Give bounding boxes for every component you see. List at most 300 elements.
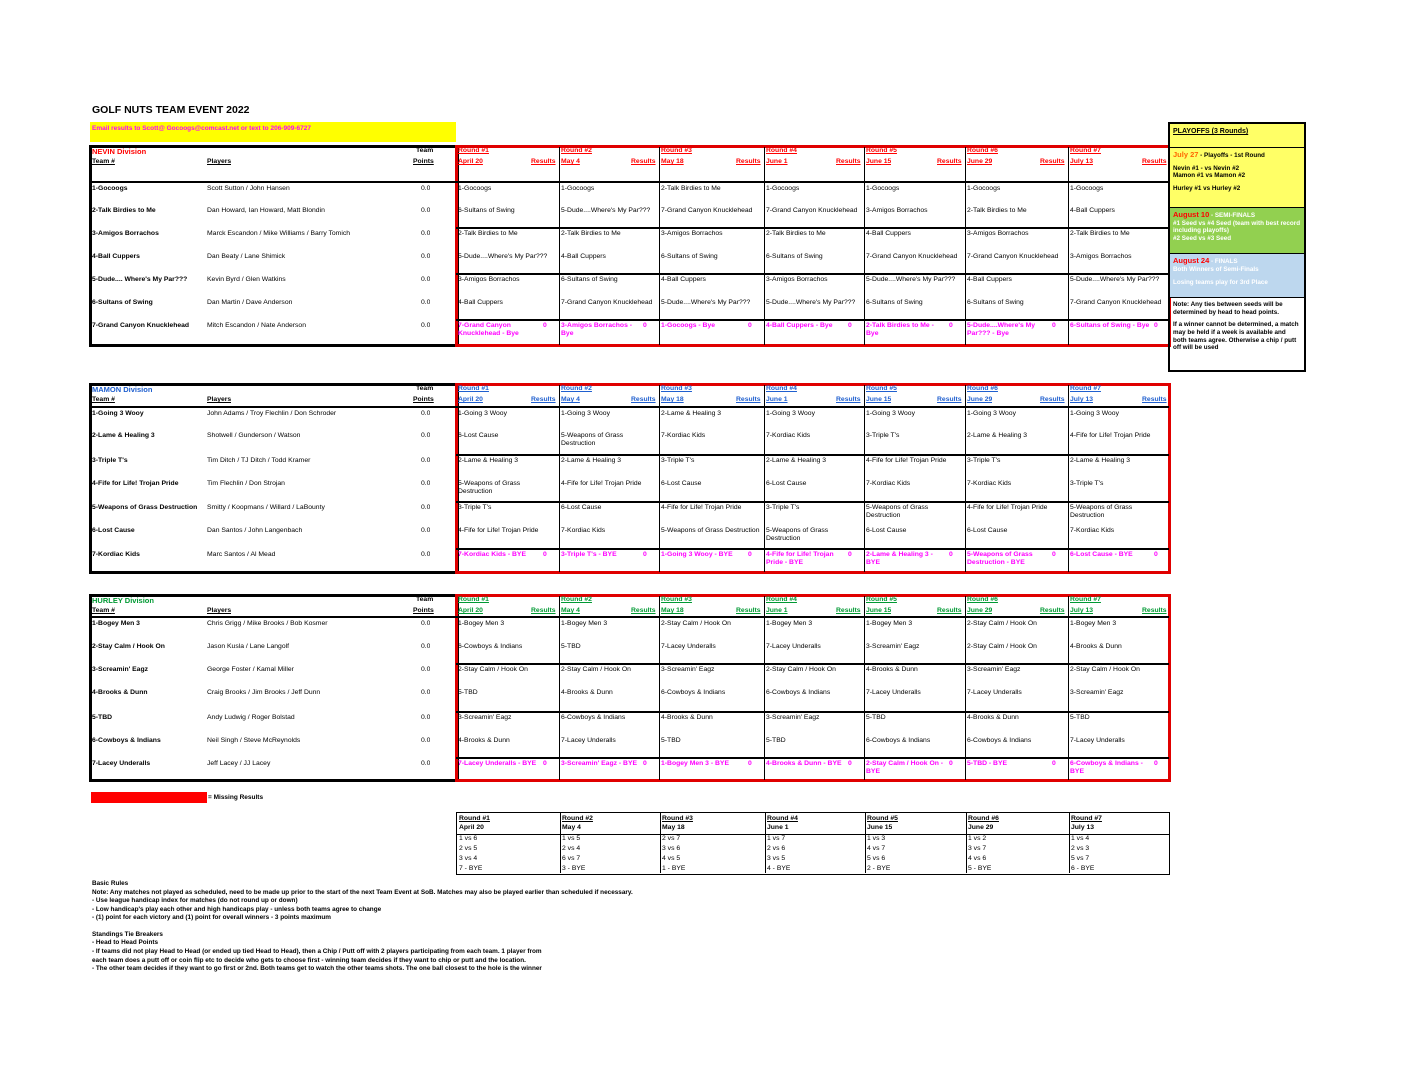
matchup-cell: 2-Stay Calm / Hook On: [766, 666, 836, 673]
matchup-cell: 4-Fife for Life! Trojan Pride: [561, 480, 642, 487]
team-name: 6-Sultans of Swing: [92, 299, 153, 306]
matchup-cell: 6-Lost Cause: [458, 432, 499, 439]
matchup-cell: 5-TBD: [1070, 714, 1090, 721]
matchup-cell: 5-Weapons of Grass Destruction: [1070, 504, 1133, 520]
matchup-cell: 3-Triple T's: [967, 457, 1001, 464]
matchup-cell: 2-Lame & Healing 3: [661, 410, 722, 417]
team-points: 0.0: [421, 457, 431, 464]
matchup-cell: 3-Triple T's: [866, 432, 900, 439]
column-divider: [559, 385, 560, 572]
missing-results-swatch: [91, 792, 207, 803]
matchup-cell: 3-Amigos Borrachos: [661, 230, 723, 237]
matchup-cell: 7-Grand Canyon Knucklehead: [967, 253, 1059, 260]
matchup-cell: 2-Lame & Healing 3: [1070, 457, 1131, 464]
team-header: Team #: [92, 607, 115, 614]
bye-score: 0: [543, 760, 547, 767]
bye-score: 0: [949, 551, 953, 558]
matchup-rule: [456, 663, 1169, 665]
matchup-cell: 2-Talk Birdies to Me: [561, 230, 621, 237]
matchup-cell: 1-Bogey Men 3: [458, 620, 505, 627]
team-points-header: Team: [416, 385, 434, 392]
team-points: 0.0: [421, 230, 431, 237]
round-date: June 15: [866, 158, 892, 165]
team-points: 0.0: [421, 276, 431, 283]
f-line-1: Both Winners of Semi-Finals: [1173, 265, 1259, 273]
schedule-date: May 18: [662, 824, 685, 831]
matchup-cell: 2-Talk Birdies to Me: [458, 230, 518, 237]
bye-score: 0: [848, 322, 852, 329]
schedule-divider: [660, 813, 661, 873]
team-points: 0.0: [421, 253, 431, 260]
schedule-round: Round #6: [968, 815, 999, 822]
matchup-cell: 5-Dude....Where's My Par???: [661, 299, 751, 306]
round-date: June 29: [967, 158, 993, 165]
results-header: Results: [937, 396, 962, 403]
matchup-cell: 7-Grand Canyon Knucklehead: [1070, 299, 1162, 306]
team-players: Shotwell / Gunderson / Watson: [207, 432, 301, 439]
schedule-matchup: 6 - BYE: [1071, 865, 1095, 872]
team-points: 0.0: [421, 760, 431, 767]
team-name: 4-Ball Cuppers: [92, 253, 140, 260]
round-label: Round #3: [661, 596, 692, 603]
note-line: - Use league handicap index for matches (do not round up or down): [92, 897, 298, 905]
round-date: June 1: [766, 158, 788, 165]
matchup-cell: 3-Amigos Borrachos: [967, 230, 1029, 237]
column-divider: [965, 147, 966, 345]
round-label: Round #2: [561, 147, 592, 154]
team-points: 0.0: [421, 527, 431, 534]
matchup-cell: 6-Cowboys & Indians: [561, 714, 626, 721]
team-name: 7-Grand Canyon Knucklehead: [92, 322, 190, 329]
matchup-cell: 2-Talk Birdies to Me: [766, 230, 826, 237]
matchup-cell: 4-Brooks & Dunn: [661, 714, 713, 721]
schedule-matchup: 5 - BYE: [968, 865, 992, 872]
matchup-cell: 5-Weapons of Grass Destruction: [661, 527, 760, 534]
team-name: 4-Fife for Life! Trojan Pride: [92, 480, 179, 487]
matchup-cell: 5-TBD: [766, 737, 786, 744]
matchup-cell: 1-Going 3 Wooy: [866, 410, 915, 417]
note-line: - Low handicap's play each other and high handicaps play - unless both teams agree to change: [92, 905, 382, 913]
results-header: Results: [1040, 158, 1065, 165]
team-points: 0.0: [421, 551, 431, 558]
matchup-cell: 5-TBD: [561, 643, 581, 650]
team-players: Scott Sutton / John Hansen: [207, 185, 290, 192]
team-players: Craig Brooks / Jim Brooks / Jeff Dunn: [207, 689, 321, 696]
page-title: GOLF NUTS TEAM EVENT 2022: [92, 104, 250, 116]
matchup-cell: 5-Dude....Where's My Par???: [766, 299, 856, 306]
matchup-cell: 6-Sultans of Swing: [866, 299, 923, 306]
matchup-cell: 6-Cowboys & Indians: [661, 689, 726, 696]
schedule-matchup: 2 vs 3: [1071, 845, 1090, 852]
team-name: 3-Triple T's: [92, 457, 128, 464]
matchup-cell: 1-Gocoogs: [458, 185, 492, 192]
matchup-cell: 6-Sultans of Swing: [561, 276, 618, 283]
team-name: 7-Kordiac Kids: [92, 551, 140, 558]
matchup-cell: 5-Weapons of Grass Destruction: [766, 527, 829, 543]
schedule-date: June 1: [767, 824, 789, 831]
bye-cell: 3-Amigos Borrachos - Bye: [561, 322, 633, 338]
results-header: Results: [531, 607, 556, 614]
matchup-cell: 6-Lost Cause: [661, 480, 702, 487]
team-name: 6-Cowboys & Indians: [92, 737, 161, 744]
matchup-cell: 2-Talk Birdies to Me: [967, 207, 1027, 214]
rules-notes: [92, 880, 712, 974]
matchup-cell: 1-Bogey Men 3: [866, 620, 913, 627]
team-header: Team #: [92, 396, 115, 403]
team-name: 5-Weapons of Grass Destruction: [92, 504, 198, 511]
schedule-divider: [765, 813, 766, 873]
team-name: 7-Lacey Underalls: [92, 760, 151, 767]
bye-cell: 5-Dude....Where's My Par??? - Bye: [967, 322, 1036, 338]
team-players: Dan Martin / Dave Anderson: [207, 299, 293, 306]
matchup-cell: 6-Cowboys & Indians: [458, 643, 523, 650]
schedule-date: June 15: [867, 824, 893, 831]
team-players: Kevin Byrd / Glen Watkins: [207, 276, 286, 283]
matchup-cell: 3-Triple T's: [1070, 480, 1104, 487]
column-divider: [965, 596, 966, 780]
matchup-cell: 4-Ball Cuppers: [561, 253, 606, 260]
schedule-matchup: 3 vs 7: [968, 845, 987, 852]
matchup-cell: 6-Sultans of Swing: [967, 299, 1024, 306]
bye-cell: 1-Gocoogs - Bye: [661, 322, 716, 329]
schedule-divider: [560, 813, 561, 873]
matchup-cell: 4-Ball Cuppers: [661, 276, 706, 283]
matchup-cell: 5-Dude....Where's My Par???: [1070, 276, 1160, 283]
matchup-cell: 4-Fife for Life! Trojan Pride: [661, 504, 742, 511]
column-divider: [864, 385, 865, 572]
team-name: 1-Going 3 Wooy: [92, 410, 144, 417]
bye-cell: 2-Talk Birdies to Me - Bye: [866, 322, 934, 338]
team-players: Jason Kusla / Lane Langolf: [207, 643, 290, 650]
results-header: Results: [836, 607, 861, 614]
matchup-cell: 4-Fife for Life! Trojan Pride: [866, 457, 947, 464]
bye-score: 0: [1052, 760, 1056, 767]
round-label: Round #1: [458, 385, 489, 392]
column-divider: [764, 596, 765, 780]
note-line: Basic Rules: [92, 880, 129, 887]
matchup-cell: 7-Lacey Underalls: [661, 643, 716, 650]
round-label: Round #5: [866, 385, 897, 392]
matchup-cell: 7-Lacey Underalls: [967, 689, 1022, 696]
matchup-cell: 5-TBD: [458, 689, 478, 696]
schedule-round: Round #7: [1071, 815, 1102, 822]
r1-desc: - Playoffs - 1st Round: [1198, 152, 1265, 159]
matchup-cell: 4-Fife for Life! Trojan Pride: [967, 504, 1048, 511]
matchup-rule: [456, 757, 1169, 759]
schedule-round: Round #2: [562, 815, 593, 822]
matchup-cell: 7-Grand Canyon Knucklehead: [766, 207, 858, 214]
round-label: Round #7: [1070, 596, 1101, 603]
matchup-cell: 4-Brooks & Dunn: [1070, 643, 1122, 650]
matchup-cell: 4-Fife for Life! Trojan Pride: [458, 527, 539, 534]
round-date: July 13: [1070, 607, 1094, 614]
team-players: Dan Beaty / Lane Shimick: [207, 253, 286, 260]
matchup-cell: 7-Grand Canyon Knucklehead: [561, 299, 653, 306]
matchup-rule: [456, 711, 1169, 713]
results-header: Results: [1142, 607, 1167, 614]
team-players: Smitty / Koopmans / Willard / LaBounty: [207, 504, 325, 511]
schedule-matchup: 1 vs 5: [562, 835, 581, 842]
bye-score: 0: [1052, 322, 1056, 329]
bye-cell: 1-Going 3 Wooy - BYE: [661, 551, 733, 558]
matchup-cell: 1-Gocoogs: [866, 185, 900, 192]
matchup-cell: 4-Ball Cuppers: [967, 276, 1012, 283]
column-divider: [559, 596, 560, 780]
results-header: Results: [937, 607, 962, 614]
team-name: 2-Lame & Healing 3: [92, 432, 155, 439]
bye-score: 0: [848, 760, 852, 767]
team-points: 0.0: [421, 737, 431, 744]
playoffs-finals: [1170, 254, 1304, 298]
schedule-matchup: 1 - BYE: [662, 865, 686, 872]
matchup-cell: 1-Gocoogs: [1070, 185, 1104, 192]
schedule-matchup: 2 - BYE: [867, 865, 891, 872]
bye-score: 0: [543, 551, 547, 558]
bye-cell: 2-Stay Calm / Hook On - BYE: [866, 760, 944, 776]
r1-date: July 27: [1173, 150, 1199, 159]
matchup-cell: 5-Weapons of Grass Destruction: [458, 480, 521, 496]
round-label: Round #4: [766, 147, 797, 154]
schedule-date: June 29: [968, 824, 994, 831]
round-date: May 18: [661, 158, 684, 165]
team-players: Dan Santos / John Langenbach: [207, 527, 303, 534]
matchup-cell: 2-Stay Calm / Hook On: [967, 620, 1037, 627]
r1-line-2: Mamon #1 vs Mamon #2: [1173, 172, 1246, 180]
sf-date: August 10: [1173, 210, 1210, 219]
matchup-cell: 2-Talk Birdies to Me: [1070, 230, 1130, 237]
matchup-cell: 6-Sultans of Swing: [766, 253, 823, 260]
team-points: 0.0: [421, 207, 431, 214]
schedule-matchup: 5 vs 7: [1071, 855, 1090, 862]
note-line: Standings Tie Breakers: [92, 930, 163, 938]
team-name: 5-TBD: [92, 714, 113, 721]
team-players: Chris Grigg / Mike Brooks / Bob Kosmer: [207, 620, 328, 627]
note-line: [92, 923, 712, 931]
team-points: 0.0: [421, 689, 431, 696]
f-line-2: Losing teams play for 3rd Place: [1173, 279, 1268, 287]
schedule-divider: [1069, 813, 1070, 873]
matchup-cell: 5-Dude....Where's My Par???: [561, 207, 651, 214]
bye-score: 0: [643, 322, 647, 329]
matchup-cell: 2-Lame & Healing 3: [458, 457, 519, 464]
matchup-cell: 4-Brooks & Dunn: [967, 714, 1019, 721]
bye-cell: 7-Grand Canyon Knucklehead - Bye: [458, 322, 519, 338]
matchup-cell: 6-Cowboys & Indians: [967, 737, 1032, 744]
bye-cell: 3-Triple T's - BYE: [561, 551, 617, 558]
matchup-cell: 7-Kordiac Kids: [661, 432, 706, 439]
schedule-round: Round #3: [662, 815, 693, 822]
results-header: Results: [736, 158, 761, 165]
team-points-header: Team: [416, 596, 434, 603]
bye-score: 0: [748, 322, 752, 329]
team-name: 3-Amigos Borrachos: [92, 230, 159, 237]
bye-cell: 5-TBD - BYE: [967, 760, 1008, 767]
schedule-date: July 13: [1071, 824, 1095, 831]
matchup-cell: 6-Lost Cause: [967, 527, 1008, 534]
bye-score: 0: [1052, 551, 1056, 558]
column-divider: [559, 147, 560, 345]
division-left-box: [89, 145, 459, 347]
column-divider: [1068, 596, 1069, 780]
players-header: Players: [207, 396, 232, 403]
schedule-divider: [966, 813, 967, 873]
round-label: Round #4: [766, 596, 797, 603]
division-title: HURLEY Division: [92, 596, 154, 605]
note-line: - Head to Head Points: [92, 939, 159, 947]
round-label: Round #1: [458, 596, 489, 603]
matchup-cell: 2-Stay Calm / Hook On: [458, 666, 528, 673]
schedule-summary: [456, 812, 1170, 875]
matchup-cell: 5-TBD: [661, 737, 681, 744]
results-header: Results: [736, 607, 761, 614]
playoffs-semis: [1170, 208, 1304, 254]
matchup-cell: 3-Amigos Borrachos: [1070, 253, 1132, 260]
team-players: George Foster / Kamal Miller: [207, 666, 294, 673]
team-points: 0.0: [421, 432, 431, 439]
schedule-matchup: 4 vs 5: [662, 855, 681, 862]
round-label: Round #6: [967, 385, 998, 392]
round-label: Round #6: [967, 147, 998, 154]
round-date: May 18: [661, 396, 684, 403]
bye-cell: 3-Screamin' Eagz - BYE: [561, 760, 638, 767]
players-header: Players: [207, 158, 232, 165]
results-header: Results: [531, 158, 556, 165]
round-label: Round #2: [561, 596, 592, 603]
round-date: June 1: [766, 607, 788, 614]
matchup-cell: 2-Lame & Healing 3: [766, 457, 827, 464]
bye-cell: 4-Brooks & Dunn - BYE: [766, 760, 842, 767]
matchup-cell: 4-Ball Cuppers: [458, 299, 503, 306]
matchup-rule: [456, 454, 1169, 456]
team-points: 0.0: [421, 322, 431, 329]
team-name: 1-Bogey Men 3: [92, 620, 140, 627]
note-line: - (1) point for each victory and (1) point for overall winners - 3 points maximum: [92, 914, 331, 922]
matchup-cell: 3-Screamin' Eagz: [866, 643, 920, 650]
matchup-cell: 3-Screamin' Eagz: [1070, 689, 1124, 696]
matchup-cell: 1-Gocoogs: [967, 185, 1001, 192]
results-header: Results: [631, 158, 656, 165]
team-points: 0.0: [421, 620, 431, 627]
matchup-cell: 3-Triple T's: [661, 457, 695, 464]
round-date: July 13: [1070, 396, 1094, 403]
matchup-cell: 7-Lacey Underalls: [866, 689, 921, 696]
results-header: Results: [937, 158, 962, 165]
matchup-cell: 3-Triple T's: [458, 504, 492, 511]
matchup-cell: 4-Brooks & Dunn: [866, 666, 918, 673]
bye-score: 0: [643, 760, 647, 767]
division-grid-box: [455, 145, 1171, 347]
schedule-matchup: 7 - BYE: [459, 865, 483, 872]
matchup-cell: 2-Stay Calm / Hook On: [561, 666, 631, 673]
results-header: Results: [836, 396, 861, 403]
round-label: Round #5: [866, 147, 897, 154]
round-label: Round #7: [1070, 385, 1101, 392]
matchup-cell: 6-Sultans of Swing: [661, 253, 718, 260]
team-points: 0.0: [421, 666, 431, 673]
points-header: Points: [413, 396, 434, 403]
round-date: April 20: [458, 158, 483, 165]
results-header: Results: [531, 396, 556, 403]
schedule-matchup: 2 vs 5: [459, 845, 478, 852]
email-text: Email results to Scott@ Gocoogs@comcast.net or text to 206-909-6727: [92, 125, 311, 132]
results-header: Results: [1142, 396, 1167, 403]
matchup-cell: 7-Lacey Underalls: [766, 643, 821, 650]
matchup-cell: 7-Kordiac Kids: [866, 480, 911, 487]
matchup-cell: 1-Going 3 Wooy: [967, 410, 1016, 417]
round-label: Round #2: [561, 385, 592, 392]
matchup-cell: 7-Lacey Underalls: [1070, 737, 1125, 744]
matchup-rule: [456, 273, 1169, 275]
team-header: Team #: [92, 158, 115, 165]
matchup-rule: [456, 319, 1169, 321]
matchup-cell: 7-Grand Canyon Knucklehead: [661, 207, 753, 214]
matchup-cell: 7-Lacey Underalls: [561, 737, 616, 744]
sf-line-1: #1 Seed vs #4 Seed (team with best record including playoffs): [1173, 219, 1301, 235]
round-date: June 29: [967, 396, 993, 403]
schedule-date: May 4: [562, 824, 581, 831]
results-header: Results: [836, 158, 861, 165]
matchup-cell: 5-TBD: [866, 714, 886, 721]
schedule-matchup: 4 vs 6: [968, 855, 987, 862]
matchup-cell: 4-Ball Cuppers: [866, 230, 911, 237]
round-label: Round #6: [967, 596, 998, 603]
results-header: Results: [631, 396, 656, 403]
matchup-cell: 6-Lost Cause: [866, 527, 907, 534]
column-divider: [764, 147, 765, 345]
matchup-cell: 2-Lame & Healing 3: [967, 432, 1028, 439]
team-players: Andy Ludwig / Roger Bolstad: [207, 714, 295, 721]
f-desc: - FINALS: [1209, 258, 1238, 265]
team-players: Tim Flechlin / Don Strojan: [207, 480, 285, 487]
column-divider: [764, 385, 765, 572]
playoffs-round1: [1170, 148, 1304, 208]
team-points: 0.0: [421, 410, 431, 417]
points-header: Points: [413, 158, 434, 165]
schedule-date: April 20: [459, 824, 484, 831]
matchup-cell: 6-Lost Cause: [766, 480, 807, 487]
round-date: June 15: [866, 396, 892, 403]
matchup-cell: 7-Kordiac Kids: [1070, 527, 1115, 534]
sf-line-2: #2 Seed vs #3 Seed: [1173, 235, 1232, 243]
results-header: Results: [1040, 396, 1065, 403]
bye-cell: 6-Cowboys & Indians - BYE: [1070, 760, 1143, 776]
matchup-cell: 1-Gocoogs: [766, 185, 800, 192]
column-divider: [864, 147, 865, 345]
team-name: 2-Talk Birdies to Me: [92, 207, 156, 214]
bye-score: 0: [643, 551, 647, 558]
schedule-matchup: 3 vs 5: [767, 855, 786, 862]
playoffs-panel: [1168, 122, 1306, 372]
round-label: Round #1: [458, 147, 489, 154]
header-rule: [91, 406, 1169, 408]
bye-cell: 4-Ball Cuppers - Bye: [766, 322, 833, 329]
schedule-matchup: 2 vs 6: [767, 845, 786, 852]
note-line: - If teams did not play Head to Head (or ended up tied Head to Head), then a Chip / Putt off with 2 players participating from each team. 1 player from: [92, 948, 542, 956]
team-players: Mitch Escandon / Nate Anderson: [207, 322, 306, 329]
schedule-round: Round #1: [459, 815, 490, 822]
f-date: August 24: [1173, 256, 1210, 265]
matchup-cell: 7-Kordiac Kids: [766, 432, 811, 439]
email-banner: [90, 122, 456, 142]
matchup-cell: 4-Ball Cuppers: [1070, 207, 1115, 214]
sf-desc: - SEMI-FINALS: [1209, 212, 1256, 219]
team-points: 0.0: [421, 299, 431, 306]
matchup-cell: 3-Screamin' Eagz: [458, 714, 512, 721]
team-players: Dan Howard, Ian Howard, Matt Blondin: [207, 207, 325, 214]
schedule-divider: [865, 813, 866, 873]
column-divider: [659, 147, 660, 345]
team-points: 0.0: [421, 504, 431, 511]
